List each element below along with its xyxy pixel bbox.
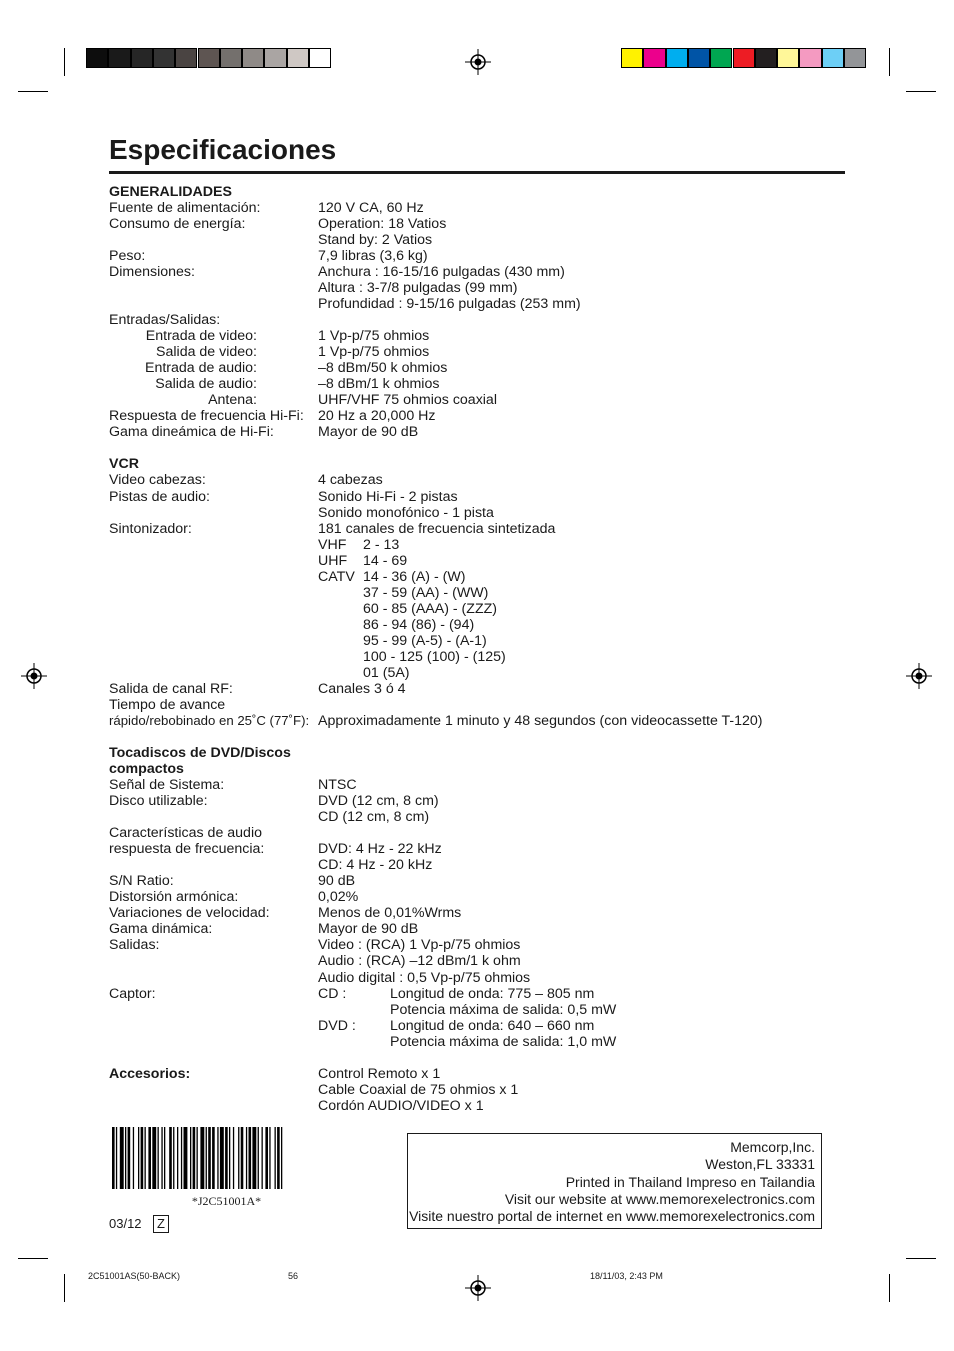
spec-label: Gama dineámica de Hi-Fi:: [109, 424, 274, 440]
crop-mark: [64, 48, 65, 76]
spec-value: Operation: 18 Vatios: [318, 216, 447, 232]
footer-timestamp: 18/11/03, 2:43 PM: [590, 1271, 663, 1281]
footer-page-number: 56: [288, 1271, 299, 1281]
spec-value: CD :: [318, 986, 347, 1002]
spec-value: Sonido Hi-Fi - 2 pistas: [318, 489, 458, 505]
spec-value: Altura : 3-7/8 pulgadas (99 mm): [318, 280, 518, 296]
spec-value: NTSC: [318, 777, 357, 793]
registration-mark-icon: [465, 49, 491, 75]
spec-value: DVD :: [318, 1018, 356, 1034]
company-address: Weston,FL 33331: [705, 1156, 815, 1172]
spec-value: Menos de 0,01%Wrms: [318, 905, 462, 921]
band-range: 01 (5A): [363, 665, 410, 681]
band-label: VHF: [318, 537, 347, 553]
print-code-letter: Z: [153, 1215, 169, 1233]
calibration-swatch: [733, 48, 755, 68]
spec-value: –8 dBm/50 k ohmios: [318, 360, 448, 376]
registration-mark-icon: [465, 1275, 491, 1301]
crop-mark: [906, 91, 936, 92]
calibration-swatch: [220, 48, 242, 68]
calibration-swatch: [287, 48, 309, 68]
calibration-swatch: [621, 48, 643, 68]
spec-value: DVD: 4 Hz - 22 kHz: [318, 841, 442, 857]
page-title: Especificaciones: [109, 134, 337, 165]
spec-label: Gama dinámica:: [109, 921, 213, 937]
spec-label: Fuente de alimentación:: [109, 200, 261, 216]
crop-mark: [64, 1274, 65, 1302]
spec-label: Salida de audio:: [155, 376, 257, 392]
calibration-swatch: [198, 48, 220, 68]
spec-value: 120 V CA, 60 Hz: [318, 200, 424, 216]
title-rule: [109, 171, 845, 174]
calibration-swatch: [822, 48, 844, 68]
spec-label: respuesta de frecuencia:: [109, 841, 265, 857]
calibration-swatch: [309, 48, 331, 68]
spec-value: CD: 4 Hz - 20 kHz: [318, 857, 433, 873]
calibration-swatch: [666, 48, 688, 68]
spec-label: S/N Ratio:: [109, 873, 174, 889]
company-info-box: [407, 1133, 822, 1229]
spec-value: Sonido monofónico - 1 pista: [318, 505, 494, 521]
spec-label: Consumo de energía:: [109, 216, 246, 232]
calibration-swatch: [175, 48, 197, 68]
band-range: 100 - 125 (100) - (125): [363, 649, 506, 665]
section-heading: Accesorios:: [109, 1066, 191, 1082]
spec-value: Audio : (RCA) –12 dBm/1 k ohm: [318, 953, 521, 969]
spec-label: Variaciones de velocidad:: [109, 905, 270, 921]
spec-label: Sintonizador:: [109, 521, 192, 537]
spec-value: Profundidad : 9-15/16 pulgadas (253 mm): [318, 296, 581, 312]
spec-value: 4 cabezas: [318, 472, 383, 488]
spec-value: 7,9 libras (3,6 kg): [318, 248, 428, 264]
spec-value: 1 Vp-p/75 ohmios: [318, 328, 430, 344]
website-es: Visite nuestro portal de internet en www.memorexelectronics.com: [409, 1208, 815, 1224]
website-en: Visit our website at www.memorexelectronics.com: [504, 1191, 815, 1207]
spec-label: Entradas/Salidas:: [109, 312, 221, 328]
section-heading: compactos: [109, 761, 184, 777]
company-name: Memcorp,Inc.: [730, 1139, 815, 1155]
calibration-swatch: [264, 48, 286, 68]
spec-value: 1 Vp-p/75 ohmios: [318, 344, 430, 360]
spec-value: UHF/VHF 75 ohmios coaxial: [318, 392, 497, 408]
band-range: 60 - 85 (AAA) - (ZZZ): [363, 601, 498, 617]
band-range: 86 - 94 (86) - (94): [363, 617, 475, 633]
crop-mark: [889, 1274, 890, 1302]
spec-label: Características de audio: [109, 825, 262, 841]
calibration-swatch: [242, 48, 264, 68]
spec-value: Longitud de onda: 775 – 805 nm: [390, 986, 595, 1002]
spec-value: Stand by: 2 Vatios: [318, 232, 433, 248]
band-range: 37 - 59 (AA) - (WW): [363, 585, 489, 601]
registration-mark-icon: [21, 663, 47, 689]
spec-value: Video : (RCA) 1 Vp-p/75 ohmios: [318, 937, 521, 953]
print-date: 03/12: [109, 1216, 142, 1231]
calibration-swatch: [131, 48, 153, 68]
spec-label: Pistas de audio:: [109, 489, 210, 505]
crop-mark: [18, 91, 48, 92]
spec-label: Distorsión armónica:: [109, 889, 239, 905]
spec-value: Anchura : 16-15/16 pulgadas (430 mm): [318, 264, 565, 280]
band-range: 2 - 13: [363, 537, 400, 553]
spec-label: Salida de video:: [156, 344, 257, 360]
spec-value: Potencia máxima de salida: 0,5 mW: [390, 1002, 617, 1018]
spec-value: 90 dB: [318, 873, 356, 889]
spec-value: Control Remoto x 1: [318, 1066, 441, 1082]
crop-mark: [889, 48, 890, 76]
calibration-swatch: [799, 48, 821, 68]
band-range: 14 - 69: [363, 553, 408, 569]
calibration-swatch: [710, 48, 732, 68]
spec-value: Longitud de onda: 640 – 660 nm: [390, 1018, 595, 1034]
section-heading: Tocadiscos de DVD/Discos: [109, 745, 291, 761]
calibration-swatch: [755, 48, 777, 68]
spec-value: 0,02%: [318, 889, 359, 905]
calibration-swatch: [844, 48, 866, 68]
barcode-icon: [112, 1127, 341, 1189]
spec-value: Cordón AUDIO/VIDEO x 1: [318, 1098, 484, 1114]
crop-mark: [18, 1258, 48, 1259]
crop-mark: [906, 1258, 936, 1259]
spec-value: Approximadamente 1 minuto y 48 segundos (con videocassette T-120): [318, 713, 763, 729]
calibration-swatch: [108, 48, 130, 68]
registration-mark-icon: [906, 663, 932, 689]
spec-label: Respuesta de frecuencia Hi-Fi:: [109, 408, 304, 424]
printed-in: Printed in Thailand Impreso en Tailandia: [565, 1174, 815, 1190]
calibration-swatch: [643, 48, 665, 68]
spec-value: Audio digital : 0,5 Vp-p/75 ohmios: [318, 970, 531, 986]
calibration-swatch: [153, 48, 175, 68]
section-heading: VCR: [109, 456, 139, 472]
spec-value: 181 canales de frecuencia sintetizada: [318, 521, 556, 537]
spec-value: DVD (12 cm, 8 cm): [318, 793, 439, 809]
spec-label: Dimensiones:: [109, 264, 195, 280]
spec-value: Mayor de 90 dB: [318, 424, 419, 440]
spec-label: Disco utilizable:: [109, 793, 208, 809]
spec-label: Entrada de audio:: [144, 360, 257, 376]
band-label: CATV: [318, 569, 355, 585]
spec-label: Tiempo de avance: [109, 697, 226, 713]
calibration-swatch: [777, 48, 799, 68]
calibration-swatch: [86, 48, 108, 68]
band-range: 14 - 36 (A) - (W): [363, 569, 466, 585]
spec-value: CD (12 cm, 8 cm): [318, 809, 430, 825]
spec-value: Potencia máxima de salida: 1,0 mW: [390, 1034, 617, 1050]
spec-label: Peso:: [109, 248, 146, 264]
spec-value: 20 Hz a 20,000 Hz: [318, 408, 436, 424]
spec-label: rápido/rebobinado en 25˚C (77˚F):: [109, 713, 310, 728]
spec-label: Salidas:: [109, 937, 160, 953]
calibration-swatch: [688, 48, 710, 68]
spec-value: Mayor de 90 dB: [318, 921, 419, 937]
footer-file-name: 2C51001AS(50-BACK): [88, 1271, 181, 1281]
spec-label: Salida de canal RF:: [109, 681, 233, 697]
spec-value: Cable Coaxial de 75 ohmios x 1: [318, 1082, 519, 1098]
spec-label: Señal de Sistema:: [109, 777, 225, 793]
spec-value: Canales 3 ó 4: [318, 681, 406, 697]
spec-value: –8 dBm/1 k ohmios: [318, 376, 440, 392]
spec-label: Entrada de video:: [145, 328, 257, 344]
band-range: 95 - 99 (A-5) - (A-1): [363, 633, 487, 649]
spec-label: Video cabezas:: [109, 472, 206, 488]
spec-label: Antena:: [208, 392, 257, 408]
spec-label: Captor:: [109, 986, 156, 1002]
barcode-text: *J2C51001A*: [191, 1194, 262, 1208]
band-label: UHF: [318, 553, 348, 569]
section-heading: GENERALIDADES: [109, 184, 232, 200]
